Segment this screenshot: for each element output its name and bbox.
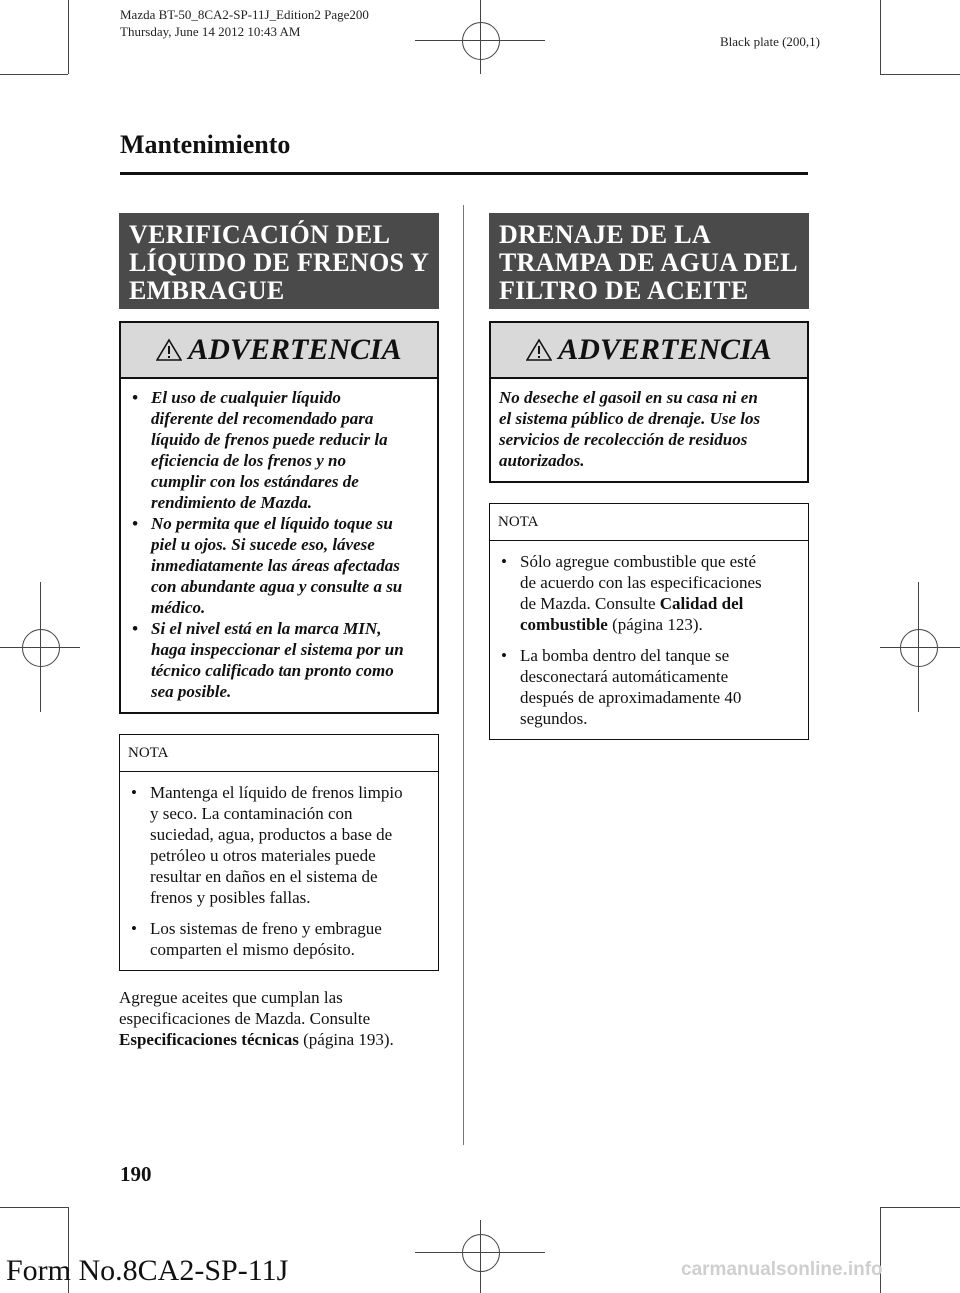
fuel-quality-link[interactable]: Calidad del — [659, 594, 744, 613]
note-body — [490, 541, 808, 739]
note-title: NOTA — [120, 735, 438, 772]
warning-title: ADVERTENCIA — [558, 333, 772, 366]
print-metadata — [120, 6, 369, 40]
right-column — [489, 213, 809, 740]
column-divider — [463, 205, 464, 1145]
section-title: Mantenimiento — [120, 130, 291, 159]
note-body — [120, 772, 438, 970]
spec-link[interactable]: Especificaciones técnicas — [119, 1030, 299, 1049]
water-trap-heading: DRENAJE DE LA TRAMPA DE AGUA DEL FILTRO DE ACEITE — [489, 213, 809, 309]
fuel-note-box — [489, 503, 809, 740]
warning-body — [121, 379, 437, 712]
plate-label: Black plate (200,1) — [720, 34, 820, 49]
note-item: • Los sistemas de freno y embrague comparten el mismo depósito. — [131, 919, 382, 959]
warning-item: • El uso de cualquier líquido diferente del recomendado para líquido de frenos puede reducir la eficiencia de los frenos y no cumplir con los estándares de rendimiento de Mazda. — [132, 388, 388, 512]
note-item: • La bomba dentro del tanque se desconectará automáticamente después de aproximadamente 40 segundos. — [501, 646, 742, 728]
warning-body: No deseche el gasoil en su casa ni en el sistema público de drenaje. Use los servicios de recolección de residuos autorizados. — [499, 388, 761, 470]
fuel-quality-link-cont[interactable]: combustible — [520, 615, 608, 634]
brake-warning-box — [119, 321, 439, 714]
page-number: 190 — [120, 1162, 152, 1186]
spec-paragraph: Agregue aceites que cumplan las especificaciones de Mazda. Consulte Especificaciones técnicas (página 193). — [119, 988, 394, 1049]
warning-item: • No permita que el líquido toque su piel u ojos. Si sucede eso, lávese inmediatamente las áreas afectadas con abundante agua y consulte a su médico. — [132, 514, 403, 617]
note-item: • Mantenga el líquido de frenos limpio y seco. La contaminación con suciedad, agua, productos a base de petróleo u otros materiales puede resultar en daños en el sistema de frenos y posibles fallas. — [131, 783, 403, 907]
print-meta-line1: Mazda BT-50_8CA2-SP-11J_Edition2 Page200 — [120, 7, 369, 22]
note-item: • Sólo agregue combustible que esté de acuerdo con las especificaciones de Mazda. Consulte Calidad del combustible (página 123). — [501, 552, 762, 634]
watermark: carmanualsonline.info — [681, 1259, 883, 1280]
warning-item: • Si el nivel está en la marca MIN, haga inspeccionar el sistema por un técnico calificado tan pronto como sea posible. — [132, 619, 404, 701]
warning-title: ADVERTENCIA — [188, 333, 402, 366]
warning-triangle-icon — [526, 338, 552, 362]
form-number: Form No.8CA2-SP-11J — [6, 1254, 289, 1287]
fuel-warning-box — [489, 321, 809, 483]
brake-note-box — [119, 734, 439, 971]
print-meta-line2: Thursday, June 14 2012 10:43 AM — [120, 24, 301, 39]
warning-header — [121, 323, 437, 379]
warning-header — [491, 323, 807, 379]
header-rule — [120, 172, 808, 175]
left-column — [119, 213, 439, 1050]
brake-fluid-heading: VERIFICACIÓN DEL LÍQUIDO DE FRENOS Y EMBRAGUE — [119, 213, 439, 309]
warning-triangle-icon — [156, 338, 182, 362]
note-title: NOTA — [490, 504, 808, 541]
